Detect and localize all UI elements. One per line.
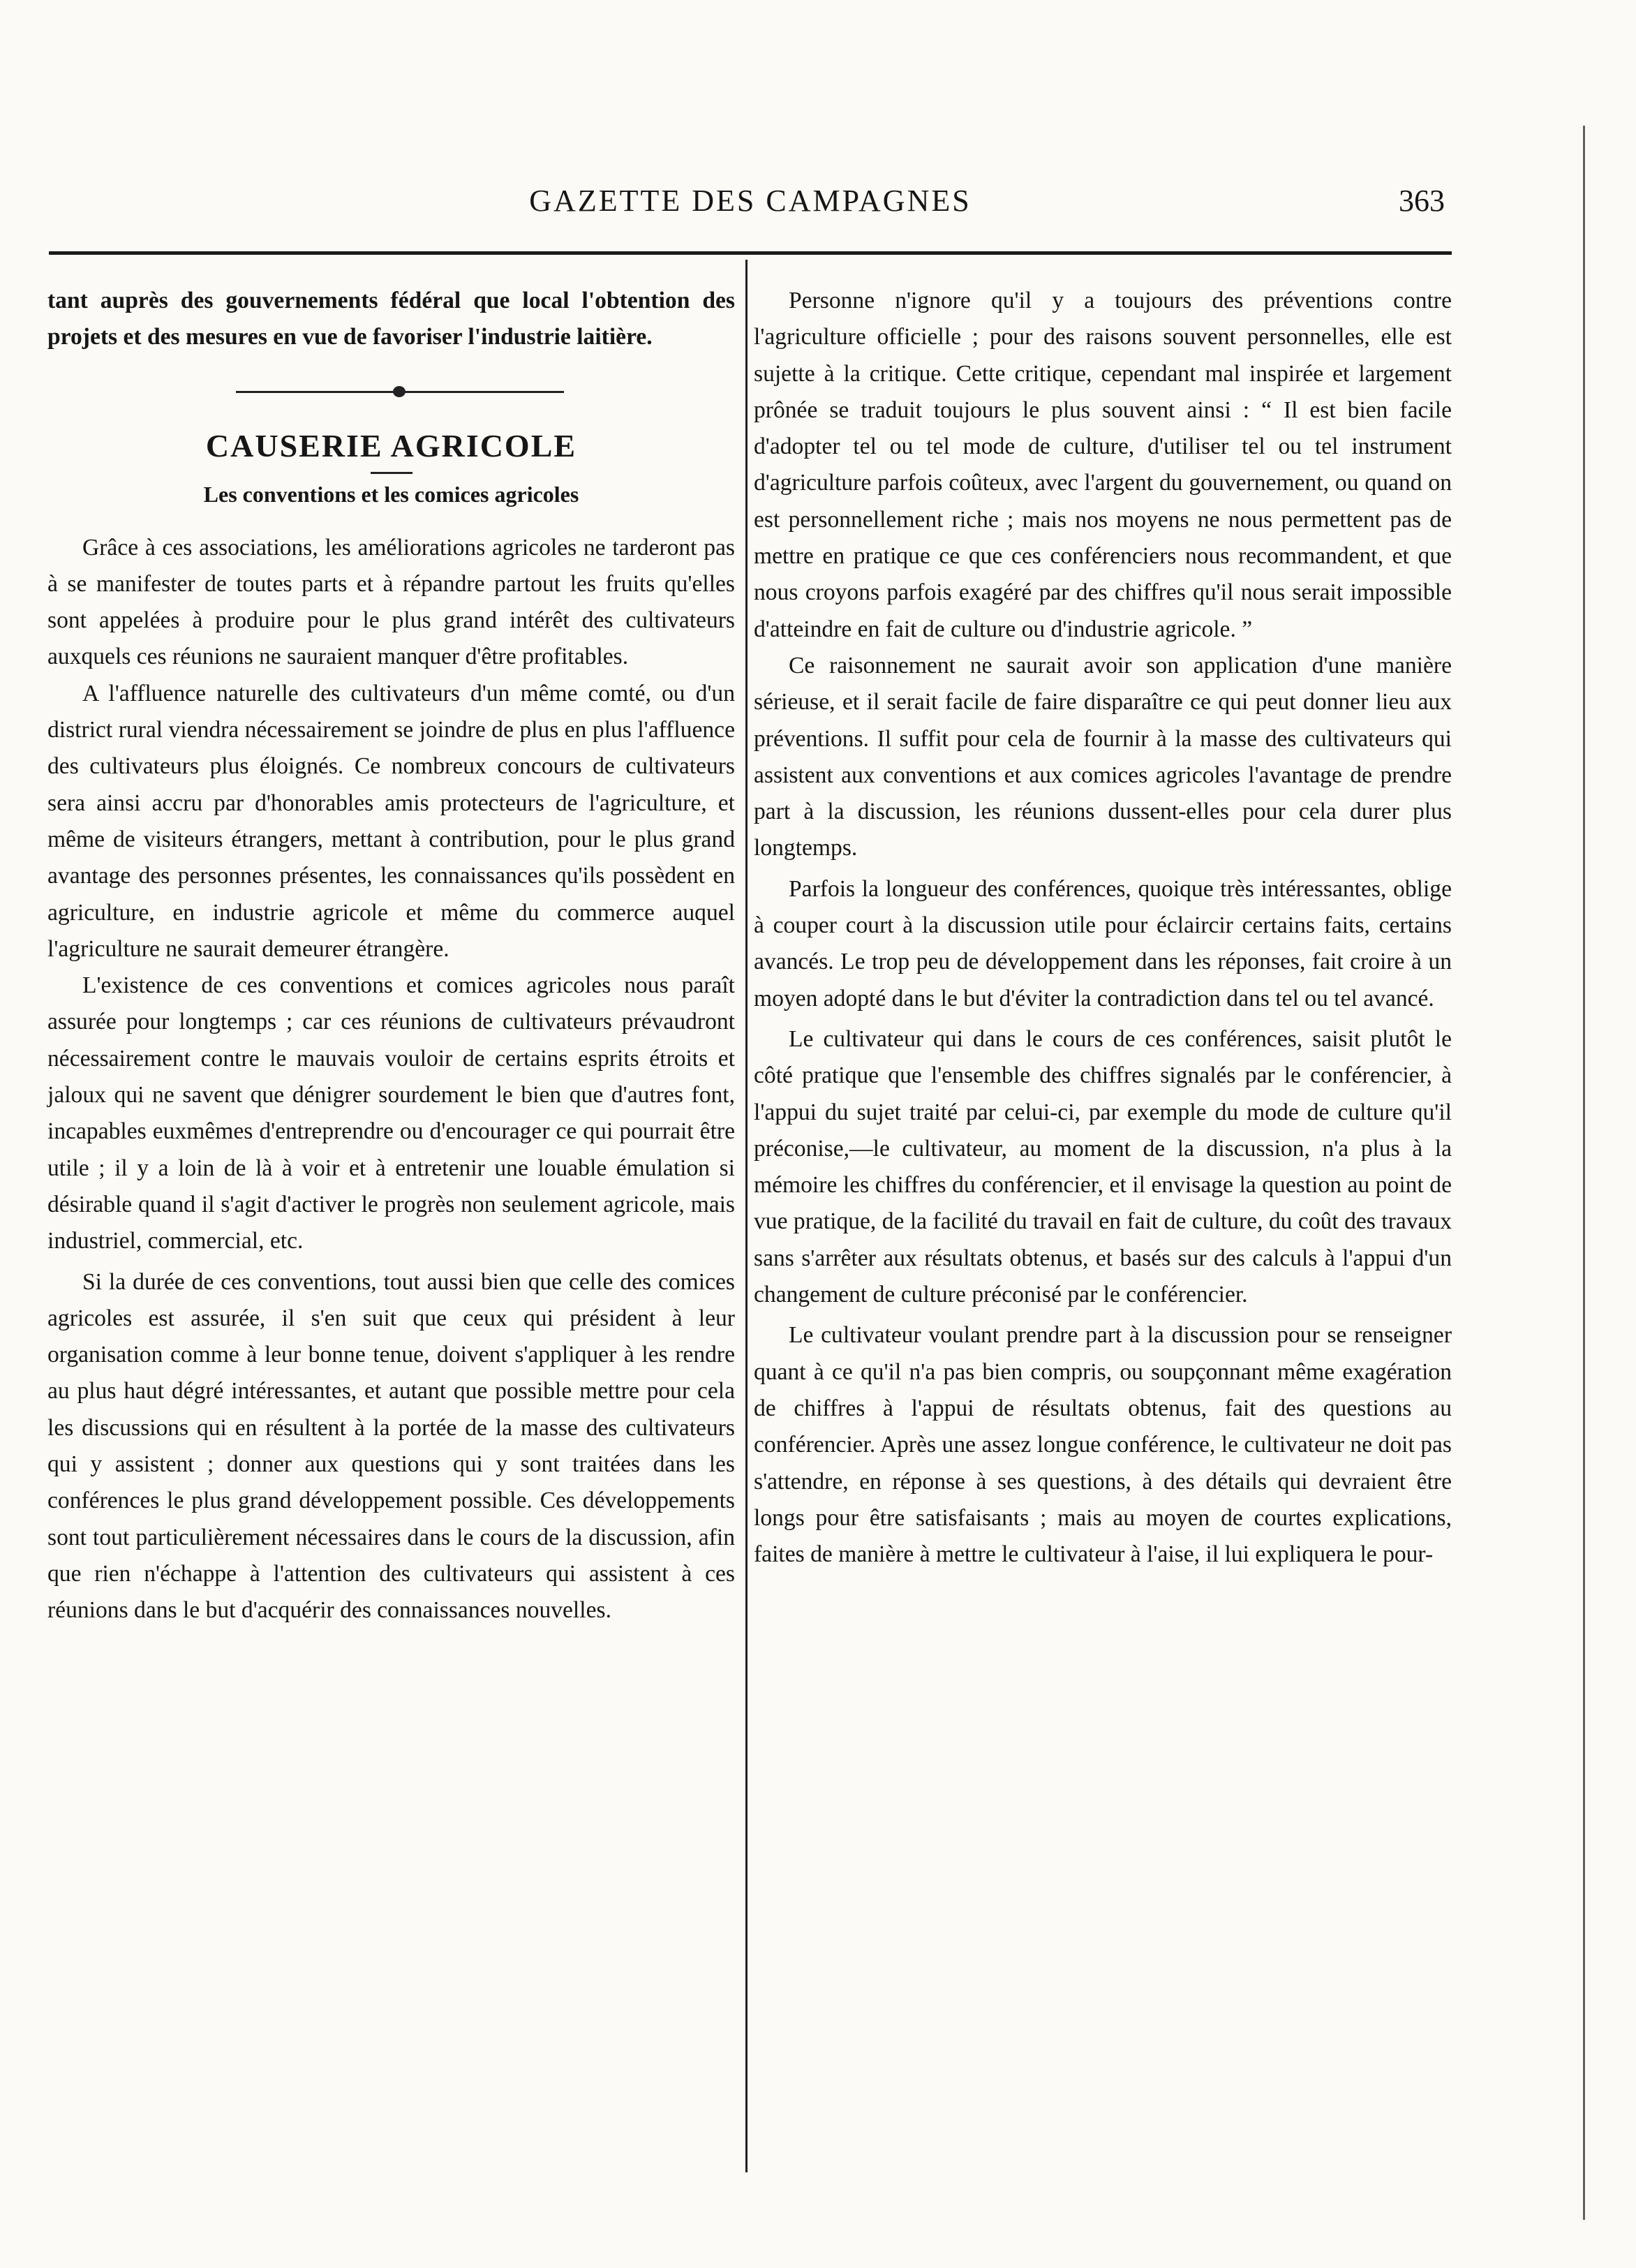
left-column <box>47 283 735 1629</box>
paragraph: Personne n'ignore qu'il y a toujours des préventions contre l'agriculture officielle ; pour des raisons souvent personnelles, elle est sujette à la critique. Cette critique, cependant mal inspirée et largement prônée se traduit toujours le plus souvent ainsi : “ Il est bien facile d'adopter tel ou tel mode de culture, d'utiliser tel ou tel instrument d'agriculture parfois coûteux, avec l'argent du gouvernement, ou quand on est personnellement riche ; mais nos moyens ne nous permettent pas de mettre en pratique ce que ces conférenciers nous recommandent, et que nous croyons parfois exagéré par des chiffres qu'il nous serait impossible d'atteindre en fait de culture ou d'industrie agricole. ” <box>754 288 1452 642</box>
journal-title: GAZETTE DES CAMPAGNES <box>529 184 972 218</box>
header-rule <box>49 251 1452 255</box>
page-number: 363 <box>1399 184 1445 218</box>
paragraph: L'existence de ces conventions et comices agricoles nous paraît assurée pour longtemps ; car ces réunions de cultivateurs prévaudront nécessairement contre le mauvais vouloir de certains esprits étroits et jaloux qui ne savent que dénigrer sourdement le bien que d'autres font, incapables euxmêmes d'entreprendre ou d'encourager ce qui pourrait être utile ; il y a loin de là à voir et à entretenir une louable émulation si désirable quand il s'agit d'activer le progrès non seulement agricole, mais industriel, commercial, etc. <box>47 972 735 1254</box>
right-column <box>754 283 1452 1573</box>
paragraph: Le cultivateur qui dans le cours de ces conférences, saisit plutôt le côté pratique que l'ensemble des chiffres signalés par le conférencier, à l'appui du sujet traité par celui-ci, par exemple du mode de culture qu'il préconise,—le cultivateur, au moment de la discussion, n'a plus à la mémoire les chiffres du conférencier, et il envisage la question au point de vue pratique, de la facilité du travail en fait de culture, du coût des travaux sans s'arrêter aux résultats obtenus, et basés sur des calculs à l'appui d'un changement de culture préconisé par le conférencier. <box>754 1025 1452 1308</box>
paragraph: A l'affluence naturelle des cultivateurs d'un même comté, ou d'un district rural viendra nécessairement se joindre de plus en plus l'affluence des cultivateurs plus éloignés. Ce nombreux concours de cultivateurs sera ainsi accru par d'honorables amis protecteurs de l'agriculture, et même de visiteurs étrangers, mettant à contribution, pour le plus grand avantage des personnes présentes, les connaissances qu'ils possèdent en agriculture, en industrie agricole et même du commerce auquel l'agriculture ne saurait demeurer étrangère. <box>47 680 735 962</box>
paragraph: Ce raisonnement ne saurait avoir son application d'une manière sérieuse, et il serait facile de faire disparaître ce qui peut donner lieu aux préventions. Il suffit pour cela de fournir à la masse des cultivateurs qui assistent aux conventions et aux comices agricoles l'avantage de prendre part à la discussion, les réunions dussent-elles pour cela durer plus longtemps. <box>754 652 1452 861</box>
section-subtitle: Les conventions et les comices agricoles <box>203 481 579 507</box>
paragraph: Si la durée de ces conventions, tout aussi bien que celle des comices agricoles est assurée, il s'en suit que ceux qui président à leur organisation comme à leur bonne tenue, doivent s'appliquer à les rendre au plus haut dégré intéressantes, et autant que possible mettre pour cela les discussions qui en résultent à la portée de la masse des cultivateurs qui y assistent ; donner aux questions qui y sont traitées dans les conférences le plus grand développement possible. Ces développements sont tout particulièrement nécessaires dans le cours de la discussion, afin que rien n'échappe à l'attention des cultivateurs qui assistent à ces réunions dans le but d'acquérir des connaissances nouvelles. <box>47 1268 735 1624</box>
page-header <box>49 183 1452 232</box>
column-divider <box>745 260 748 2172</box>
paragraph: Le cultivateur voulant prendre part à la discussion pour se renseigner quant à ce qu'il n'a pas bien compris, ou soupçonnant même exagération de chiffres à l'appui de résultats obtenus, fait des questions au conférencier. Après une assez longue conférence, le cultivateur ne doit pas s'attendre, en réponse à ses questions, à des détails qui devraient être longs pour être satisfaisants ; mais au moyen de courtes explications, faites de manière à mettre le cultivateur à l'aise, il lui expliquera le pour- <box>754 1322 1452 1568</box>
page-edge-line <box>1583 126 1585 2220</box>
section-title: CAUSERIE AGRICOLE <box>205 427 577 464</box>
intro-paragraph: tant auprès des gouvernements fédéral que local l'obtention des projets et des mesures en vue de favoriser l'industrie laitière. <box>47 288 735 350</box>
paragraph: Grâce à ces associations, les améliorations agricoles ne tarderont pas à se manifester de toutes parts et à répandre partout les fruits qu'elles sont appelées à produire pour le plus grand intérêt des cultivateurs auxquels ces réunions ne sauraient manquer d'être profitables. <box>47 534 735 670</box>
paragraph: Parfois la longueur des conférences, quoique très intéressantes, oblige à couper court à la discussion utile pour éclaircir certains faits, certains avancés. Le trop peu de développement dans les réponses, fait croire à un moyen adopté dans le but d'éviter la contradiction dans tel ou tel avancé. <box>754 875 1452 1011</box>
title-rule <box>371 472 412 474</box>
section-ornament <box>47 371 735 413</box>
